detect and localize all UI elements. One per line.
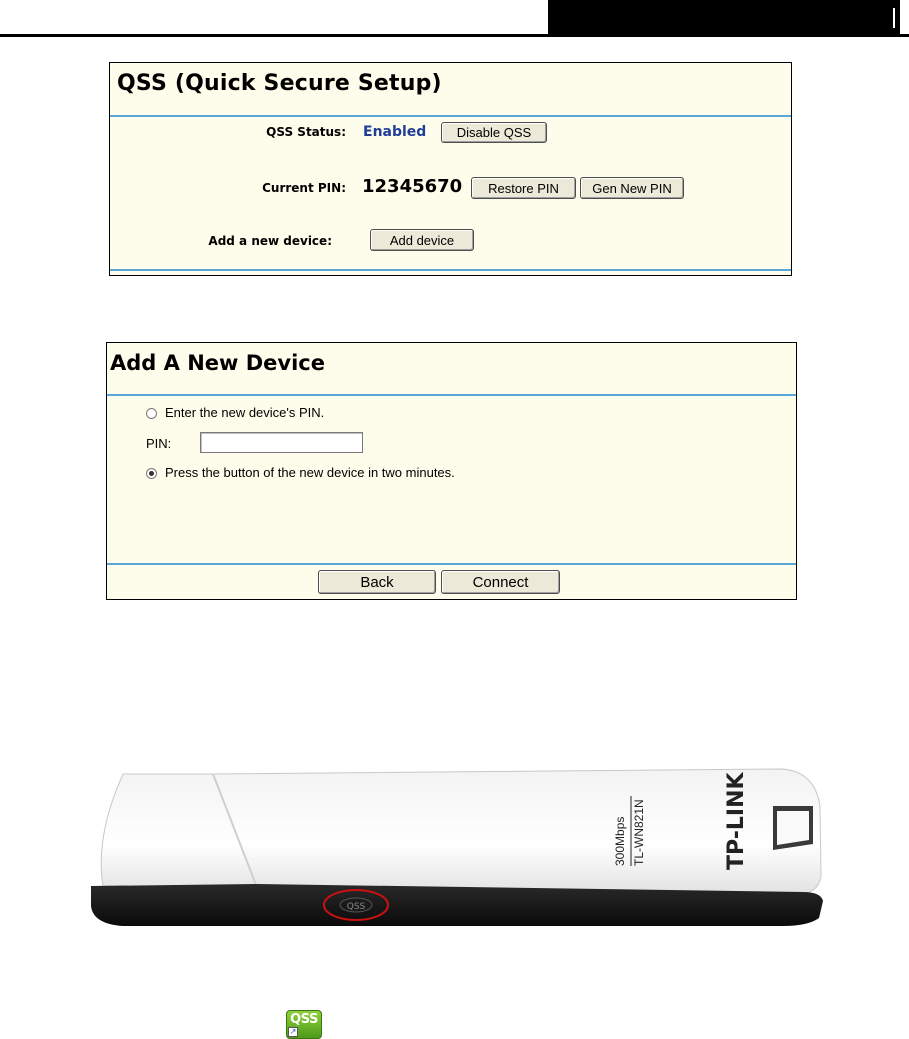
adapter-qss-button-text: QSS [346,902,366,912]
option-press-button-label: Press the button of the new device in two minutes. [165,465,455,480]
adapter-speed-text: 300Mbps [613,816,627,866]
restore-pin-button[interactable]: Restore PIN [471,177,576,199]
radio-press-button[interactable] [146,468,157,479]
adapter-model-text: TL-WN821N [632,799,646,866]
back-button[interactable]: Back [318,570,436,594]
usb-adapter-illustration [83,766,824,928]
qss-panel [109,62,792,276]
gen-new-pin-button[interactable]: Gen New PIN [580,177,684,199]
qss-title: QSS (Quick Secure Setup) [117,71,442,96]
option-enter-pin-label: Enter the new device's PIN. [165,405,325,420]
pin-input[interactable] [200,432,363,453]
disable-qss-button[interactable]: Disable QSS [441,122,547,143]
pin-field-label: PIN: [146,436,172,451]
connect-button[interactable]: Connect [441,570,560,594]
current-pin-value: 12345670 [362,176,463,197]
header-block [548,0,900,37]
add-device-button[interactable]: Add device [370,229,474,251]
qss-status-value: Enabled [363,124,427,140]
qss-status-label: QSS Status: [266,125,346,139]
radio-enter-pin[interactable] [146,408,157,419]
qss-icon-label: QSS [290,1012,318,1027]
header-tick [893,8,895,28]
add-title-rule [107,394,796,396]
usb-adapter-photo [83,766,824,928]
current-pin-label: Current PIN: [262,181,346,195]
adapter-brand-text: TP-LINK [724,772,749,870]
shortcut-arrow-icon: ↗ [289,1027,297,1036]
qss-bottom-rule [110,269,791,271]
add-device-panel [106,342,797,600]
add-device-title: Add A New Device [110,351,325,375]
qss-shortcut-icon[interactable] [286,1010,322,1039]
add-device-label: Add a new device: [208,234,332,248]
qss-title-rule [110,115,791,117]
add-bottom-rule [107,563,796,565]
